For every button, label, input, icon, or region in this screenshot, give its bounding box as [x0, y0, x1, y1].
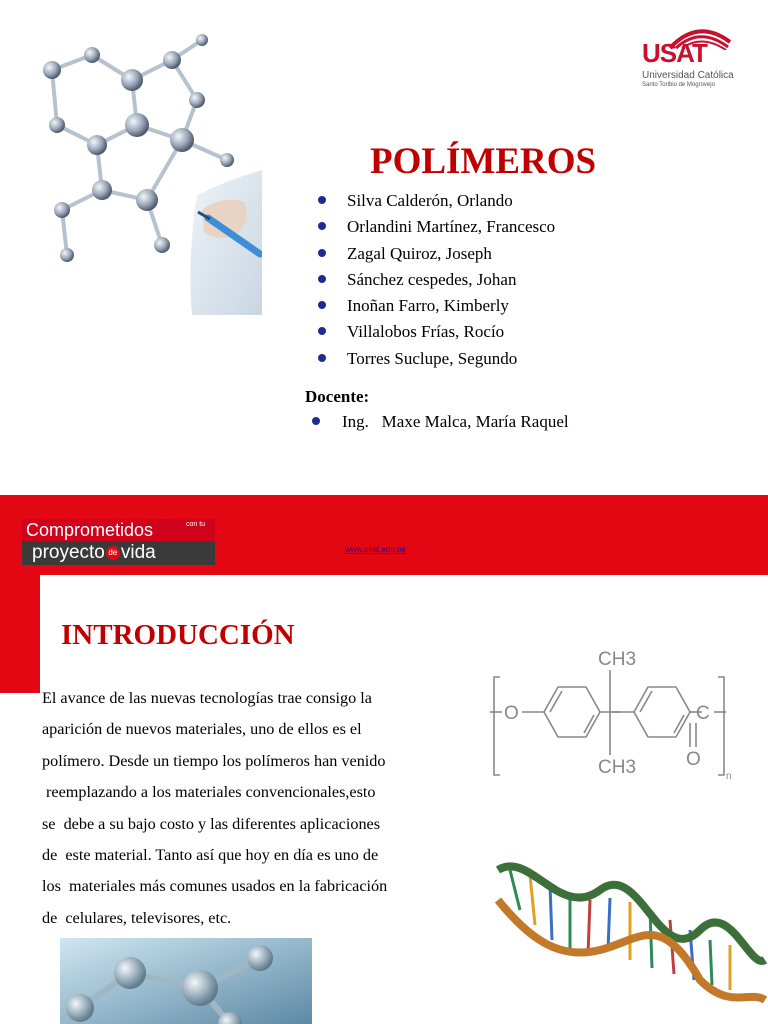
intro-slide [0, 495, 768, 1024]
brand-line1: Comprometidos con tu [22, 519, 215, 541]
repeat-n: n [726, 771, 732, 782]
paragraph-line: polímero. Desde un tiempo los polímeros han venido [42, 751, 386, 770]
logo-name: USAT [642, 38, 707, 68]
docente-name: Ing. Maxe Malca, María Raquel [342, 412, 569, 431]
bullet-icon [318, 222, 326, 230]
paragraph-line: de este material. Tanto así que hoy en día es uno de [42, 846, 379, 865]
logo-line1: Universidad Católica [642, 70, 734, 81]
intro-paragraph [42, 683, 437, 934]
bullet-icon [318, 249, 326, 257]
paragraph-line: de celulares, televisores, etc. [42, 908, 232, 927]
slide-title: POLÍMEROS [370, 141, 597, 182]
bullet-icon [318, 275, 326, 283]
paragraph-line: reemplazando a los materiales convencionales,esto [42, 783, 376, 802]
bullet-icon [318, 354, 326, 362]
paragraph-line: se debe a su bajo costo y las diferentes aplicaciones [42, 814, 381, 833]
list-item: Zagal Quiroz, Joseph [318, 241, 555, 267]
list-item: Torres Suclupe, Segundo [318, 346, 555, 372]
atom-o-bottom: O [686, 749, 701, 770]
atom-o-left: O [504, 703, 519, 724]
paragraph-line: El avance de las nuevas tecnologías trae consigo la [42, 689, 372, 707]
docente-item [312, 412, 569, 432]
bullet-icon [312, 417, 320, 425]
bullet-icon [318, 301, 326, 309]
list-item: Villalobos Frías, Rocío [318, 319, 555, 345]
molecule-3d-image [60, 938, 312, 1024]
brand-line2: proyecto de vida [22, 541, 215, 565]
list-item: Silva Calderón, Orlando [318, 188, 555, 214]
molecule-hand-image [22, 20, 262, 315]
paragraph-line: aparición de nuevos materiales, uno de ellos es el [42, 720, 362, 739]
logo-line2: Santo Toribio de Mogrovejo [642, 82, 715, 88]
brand-banner [22, 519, 215, 563]
site-link[interactable]: www.usat.edu.pe [345, 545, 406, 554]
usat-logo [638, 20, 734, 96]
polymer-structure-diagram [488, 635, 768, 785]
bullet-icon [318, 327, 326, 335]
content-panel-left [0, 693, 40, 1024]
paragraph-line: los materiales más comunes usados en la fabricación [42, 877, 388, 896]
title-slide [0, 0, 768, 495]
brand-de: de [106, 546, 120, 560]
authors-list [318, 188, 555, 372]
bullet-icon [318, 196, 326, 204]
list-item: Inoñan Farro, Kimberly [318, 293, 555, 319]
brand-contu: con tu [186, 521, 206, 528]
list-item: Orlandini Martínez, Francesco [318, 214, 555, 240]
atom-ch3-bottom: CH3 [598, 757, 637, 778]
atom-ch3-top: CH3 [598, 649, 637, 670]
section-title: INTRODUCCIÓN [61, 619, 295, 651]
docente-label: Docente: [305, 387, 370, 406]
dna-helix-image [490, 850, 768, 1010]
atom-c-right: C [696, 703, 710, 724]
list-item: Sánchez cespedes, Johan [318, 267, 555, 293]
